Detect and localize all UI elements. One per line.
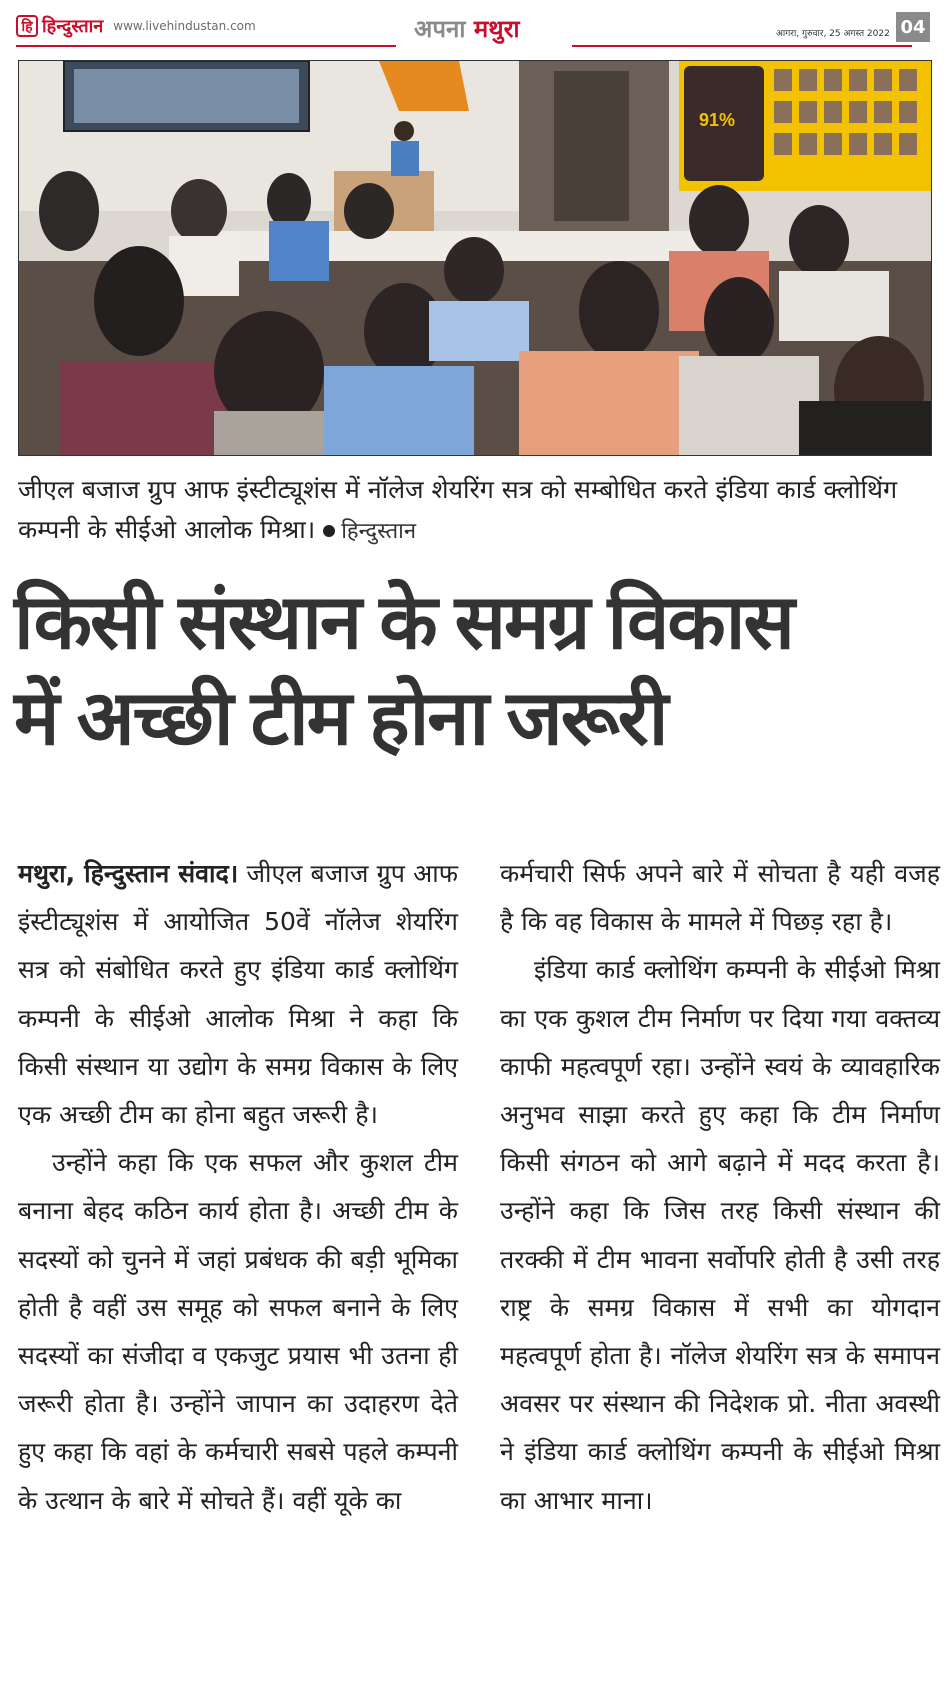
paragraph-text: जीएल बजाज ग्रुप आफ इंस्टीट्यूशंस में आयोजित 50वें नॉलेज शेयरिंग सत्र को संबोधित करते हुए इंडिया कार्ड क्लोथिंग कम्पनी के सीईओ आलोक मिश्रा ने कहा कि किसी संस्थान या उद्योग के समग्र विकास के लिए एक अच्छी टीम का होना बहुत जरूरी है। — [18, 859, 458, 1130]
article-column-right — [500, 850, 940, 1525]
bullet-icon — [323, 525, 335, 537]
article-paragraph: कर्मचारी सिर्फ अपने बारे में सोचता है यही वजह है कि वह विकास के मामले में पिछड़ रहा है। — [500, 859, 940, 937]
masthead — [16, 12, 932, 46]
article-paragraph: इंडिया कार्ड क्लोथिंग कम्पनी के सीईओ मिश्रा का एक कुशल टीम निर्माण पर दिया गया वक्तव्य काफी महत्वपूर्ण रहा। उन्होंने स्वयं के व्यावहारिक अनुभव साझा करते हुए कहा कि टीम निर्माण किसी संगठन को आगे बढ़ाने में मदद करता है। उन्होंने कहा कि जिस तरह किसी संस्थान की तरक्की में टीम भावना सर्वोपरि होती है उसी तरह राष्ट्र के समग्र विकास में सभी का योगदान महत्वपूर्ण होता है। नॉलेज शेयरिंग सत्र के समापन अवसर पर संस्थान की निदेशक प्रो. नीता अवस्थी ने इंडिया कार्ड क्लोथिंग कम्पनी के सीईओ मिश्रा का आभार माना। — [500, 955, 940, 1515]
section-title — [414, 12, 520, 45]
caption-text: जीएल बजाज ग्रुप आफ इंस्टीट्यूशंस में नॉलेज शेयरिंग सत्र को सम्बोधित करते इंडिया कार्ड क्लोथिंग कम्पनी के सीईओ आलोक मिश्रा। — [18, 475, 898, 544]
photo-credit: हिन्दुस्तान — [341, 519, 417, 544]
photo-caption — [18, 470, 932, 552]
brand — [16, 14, 256, 38]
section-city: मथुरा — [473, 15, 520, 43]
article-paragraph — [18, 850, 458, 1139]
brand-name: हिन्दुस्तान — [42, 16, 104, 37]
banner-percent: 91% — [699, 110, 736, 130]
headline-line-2: में अच्छी टीम होना जरूरी — [14, 676, 667, 761]
event-photo — [18, 60, 932, 456]
hindustan-logo: हि — [16, 15, 38, 37]
headline-line-1: किसी संस्थान के समग्र विकास — [14, 580, 793, 665]
issue-date: आगरा, गुरुवार, 25 अगस्त 2022 — [776, 29, 890, 39]
event-photo-illustration — [19, 61, 932, 456]
masthead-rule-right — [572, 45, 912, 47]
section-prefix: अपना — [414, 15, 466, 43]
page-number: 04 — [896, 12, 930, 42]
masthead-rule-left — [16, 45, 396, 47]
article-column-left — [18, 850, 458, 1525]
headline — [14, 575, 934, 767]
website-url: www.livehindustan.com — [113, 19, 256, 33]
article-dateline: मथुरा, हिन्दुस्तान संवाद। — [18, 859, 239, 888]
article-paragraph: उन्होंने कहा कि एक सफल और कुशल टीम बनाना बेहद कठिन कार्य होता है। अच्छी टीम के सदस्यों को चुनने में जहां प्रबंधक की बड़ी भूमिका होती है वहीं उस समूह को सफल बनाने के लिए सदस्यों का संजीदा व एकजुट प्रयास भी उतना ही जरूरी होता है। उन्होंने जापान का उदाहरण देते हुए कहा कि वहां के कर्मचारी सबसे पहले कम्पनी के उत्थान के बारे में सोचते हैं। वहीं यूके का — [18, 1148, 458, 1515]
